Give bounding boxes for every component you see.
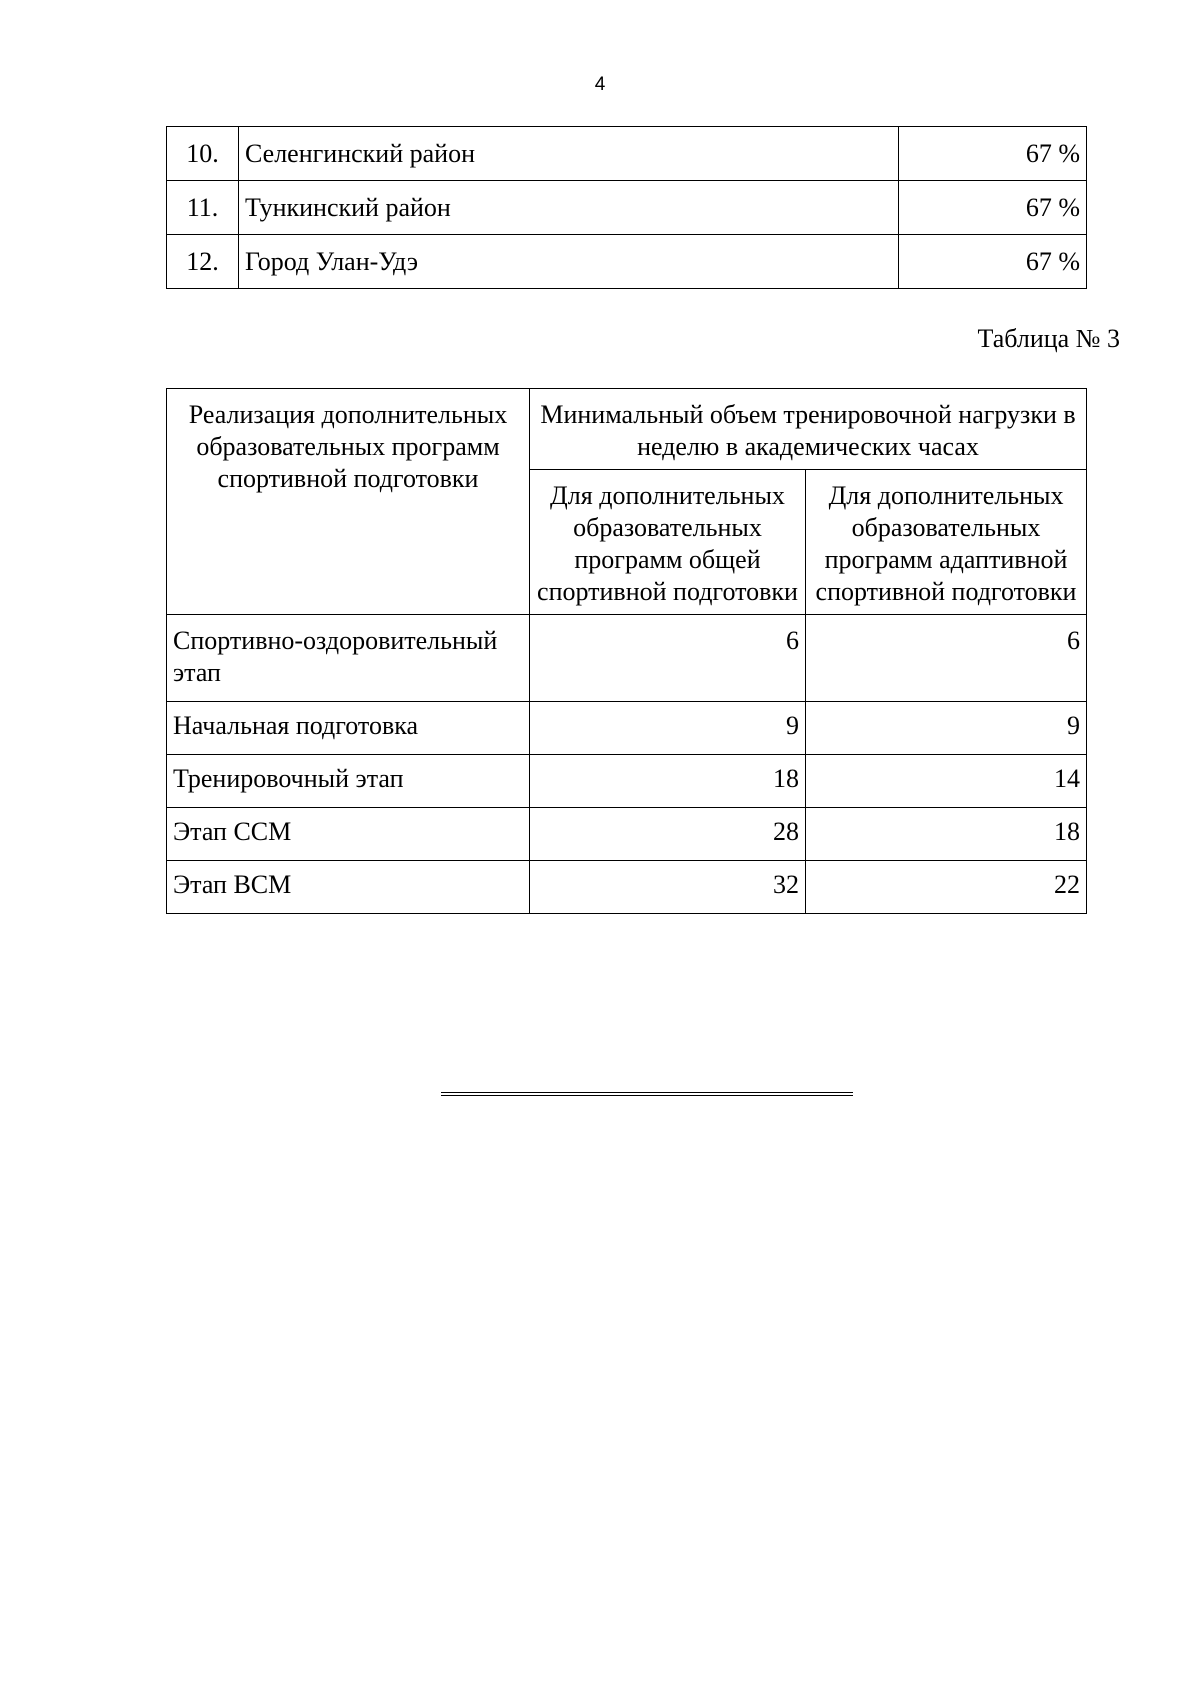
stage-name: Этап ВСМ xyxy=(167,861,530,914)
districts-table-continuation xyxy=(166,126,1087,289)
header-stage-column: Реализация дополнительных образовательных программ спортивной подготовки xyxy=(167,389,530,615)
page-number: 4 xyxy=(594,74,606,95)
header-row xyxy=(167,389,1087,470)
district-value: 67 % xyxy=(899,235,1087,289)
training-load-table xyxy=(166,388,1087,914)
district-name: Тункинский район xyxy=(239,181,899,235)
table-row xyxy=(167,755,1087,808)
stage-name: Спортивно-оздоровительный этап xyxy=(167,615,530,702)
general-hours: 32 xyxy=(530,861,806,914)
stage-name: Начальная подготовка xyxy=(167,702,530,755)
general-hours: 28 xyxy=(530,808,806,861)
adaptive-hours: 6 xyxy=(806,615,1087,702)
adaptive-hours: 14 xyxy=(806,755,1087,808)
stage-name: Тренировочный этап xyxy=(167,755,530,808)
end-of-document-rule xyxy=(441,1092,853,1096)
table-row xyxy=(167,861,1087,914)
header-group: Минимальный объем тренировочной нагрузки в неделю в академических часах xyxy=(530,389,1087,470)
general-hours: 18 xyxy=(530,755,806,808)
district-value: 67 % xyxy=(899,127,1087,181)
row-number: 10. xyxy=(167,127,239,181)
district-name: Город Улан-Удэ xyxy=(239,235,899,289)
table-row xyxy=(167,808,1087,861)
row-number: 12. xyxy=(167,235,239,289)
table-row xyxy=(167,127,1087,181)
table-row xyxy=(167,615,1087,702)
table-row xyxy=(167,181,1087,235)
table-row xyxy=(167,702,1087,755)
general-hours: 9 xyxy=(530,702,806,755)
stage-name: Этап ССМ xyxy=(167,808,530,861)
district-value: 67 % xyxy=(899,181,1087,235)
adaptive-hours: 22 xyxy=(806,861,1087,914)
general-hours: 6 xyxy=(530,615,806,702)
table-caption: Таблица № 3 xyxy=(977,324,1120,353)
row-number: 11. xyxy=(167,181,239,235)
district-name: Селенгинский район xyxy=(239,127,899,181)
adaptive-hours: 9 xyxy=(806,702,1087,755)
adaptive-hours: 18 xyxy=(806,808,1087,861)
header-general-program: Для дополнительных образовательных программ общей спортивной подготовки xyxy=(530,470,806,615)
header-adaptive-program: Для дополнительных образовательных программ адаптивной спортивной подготовки xyxy=(806,470,1087,615)
table-row xyxy=(167,235,1087,289)
